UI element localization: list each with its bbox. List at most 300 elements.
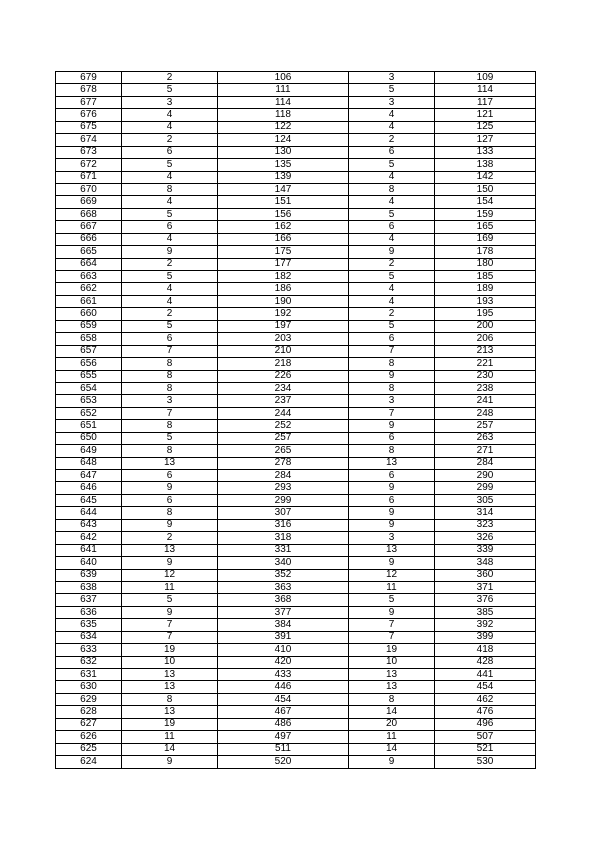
cumulative-count-b-cell: 257 <box>435 420 536 432</box>
score-cell: 659 <box>56 320 122 332</box>
cumulative-count-cell: 192 <box>218 308 349 320</box>
count-cell: 7 <box>122 619 218 631</box>
cumulative-count-b-cell: 189 <box>435 283 536 295</box>
count-cell: 4 <box>122 196 218 208</box>
count-cell: 5 <box>122 159 218 171</box>
cumulative-count-b-cell: 154 <box>435 196 536 208</box>
count-cell: 3 <box>122 96 218 108</box>
score-cell: 670 <box>56 183 122 195</box>
count-b-cell: 5 <box>349 594 435 606</box>
cumulative-count-cell: 467 <box>218 706 349 718</box>
cumulative-count-cell: 234 <box>218 382 349 394</box>
cumulative-count-cell: 122 <box>218 121 349 133</box>
count-cell: 9 <box>122 756 218 768</box>
cumulative-count-cell: 299 <box>218 494 349 506</box>
count-b-cell: 8 <box>349 693 435 705</box>
count-b-cell: 3 <box>349 395 435 407</box>
cumulative-count-cell: 118 <box>218 109 349 121</box>
count-cell: 6 <box>122 221 218 233</box>
count-cell: 2 <box>122 308 218 320</box>
count-b-cell: 8 <box>349 382 435 394</box>
cumulative-count-b-cell: 150 <box>435 183 536 195</box>
score-cell: 671 <box>56 171 122 183</box>
cumulative-count-cell: 318 <box>218 532 349 544</box>
table-row <box>56 159 536 171</box>
cumulative-count-cell: 377 <box>218 606 349 618</box>
cumulative-count-b-cell: 521 <box>435 743 536 755</box>
score-cell: 674 <box>56 134 122 146</box>
count-cell: 4 <box>122 283 218 295</box>
cumulative-count-cell: 257 <box>218 432 349 444</box>
score-table <box>55 71 536 769</box>
cumulative-count-cell: 166 <box>218 233 349 245</box>
cumulative-count-cell: 486 <box>218 718 349 730</box>
table-row <box>56 134 536 146</box>
count-cell: 13 <box>122 669 218 681</box>
cumulative-count-cell: 331 <box>218 544 349 556</box>
count-b-cell: 2 <box>349 258 435 270</box>
count-b-cell: 7 <box>349 407 435 419</box>
cumulative-count-b-cell: 109 <box>435 72 536 84</box>
count-b-cell: 5 <box>349 84 435 96</box>
score-cell: 649 <box>56 445 122 457</box>
score-cell: 624 <box>56 756 122 768</box>
count-b-cell: 3 <box>349 72 435 84</box>
count-cell: 9 <box>122 557 218 569</box>
score-cell: 648 <box>56 457 122 469</box>
table-row <box>56 619 536 631</box>
count-b-cell: 12 <box>349 569 435 581</box>
score-cell: 666 <box>56 233 122 245</box>
count-b-cell: 8 <box>349 445 435 457</box>
score-cell: 638 <box>56 581 122 593</box>
score-cell: 677 <box>56 96 122 108</box>
score-cell: 673 <box>56 146 122 158</box>
cumulative-count-b-cell: 185 <box>435 271 536 283</box>
score-cell: 631 <box>56 669 122 681</box>
score-cell: 656 <box>56 358 122 370</box>
score-cell: 660 <box>56 308 122 320</box>
cumulative-count-b-cell: 441 <box>435 669 536 681</box>
cumulative-count-b-cell: 399 <box>435 631 536 643</box>
count-b-cell: 6 <box>349 470 435 482</box>
table-row <box>56 557 536 569</box>
table-row <box>56 470 536 482</box>
table-row <box>56 693 536 705</box>
cumulative-count-b-cell: 200 <box>435 320 536 332</box>
count-cell: 9 <box>122 482 218 494</box>
count-b-cell: 2 <box>349 134 435 146</box>
count-b-cell: 7 <box>349 619 435 631</box>
cumulative-count-b-cell: 339 <box>435 544 536 556</box>
count-cell: 5 <box>122 271 218 283</box>
table-row <box>56 743 536 755</box>
count-cell: 4 <box>122 171 218 183</box>
cumulative-count-b-cell: 496 <box>435 718 536 730</box>
cumulative-count-cell: 162 <box>218 221 349 233</box>
cumulative-count-b-cell: 180 <box>435 258 536 270</box>
count-cell: 6 <box>122 470 218 482</box>
table-row <box>56 718 536 730</box>
cumulative-count-cell: 190 <box>218 295 349 307</box>
score-cell: 630 <box>56 681 122 693</box>
count-b-cell: 4 <box>349 196 435 208</box>
table-row <box>56 208 536 220</box>
cumulative-count-cell: 237 <box>218 395 349 407</box>
count-cell: 19 <box>122 718 218 730</box>
score-cell: 640 <box>56 557 122 569</box>
count-cell: 8 <box>122 382 218 394</box>
cumulative-count-b-cell: 138 <box>435 159 536 171</box>
score-cell: 626 <box>56 731 122 743</box>
cumulative-count-b-cell: 290 <box>435 470 536 482</box>
count-cell: 5 <box>122 208 218 220</box>
cumulative-count-b-cell: 263 <box>435 432 536 444</box>
score-cell: 650 <box>56 432 122 444</box>
score-cell: 672 <box>56 159 122 171</box>
score-cell: 661 <box>56 295 122 307</box>
cumulative-count-b-cell: 371 <box>435 581 536 593</box>
table-row <box>56 507 536 519</box>
cumulative-count-cell: 111 <box>218 84 349 96</box>
count-b-cell: 5 <box>349 320 435 332</box>
cumulative-count-cell: 130 <box>218 146 349 158</box>
cumulative-count-b-cell: 284 <box>435 457 536 469</box>
cumulative-count-b-cell: 454 <box>435 681 536 693</box>
cumulative-count-b-cell: 530 <box>435 756 536 768</box>
table-row <box>56 345 536 357</box>
count-b-cell: 9 <box>349 482 435 494</box>
cumulative-count-b-cell: 299 <box>435 482 536 494</box>
cumulative-count-b-cell: 127 <box>435 134 536 146</box>
count-cell: 4 <box>122 295 218 307</box>
count-cell: 8 <box>122 420 218 432</box>
cumulative-count-b-cell: 271 <box>435 445 536 457</box>
cumulative-count-b-cell: 241 <box>435 395 536 407</box>
count-cell: 8 <box>122 358 218 370</box>
score-cell: 641 <box>56 544 122 556</box>
score-cell: 647 <box>56 470 122 482</box>
score-cell: 667 <box>56 221 122 233</box>
count-cell: 14 <box>122 743 218 755</box>
cumulative-count-b-cell: 323 <box>435 519 536 531</box>
cumulative-count-cell: 420 <box>218 656 349 668</box>
count-cell: 9 <box>122 606 218 618</box>
count-b-cell: 5 <box>349 271 435 283</box>
count-b-cell: 9 <box>349 370 435 382</box>
table-row <box>56 606 536 618</box>
cumulative-count-b-cell: 169 <box>435 233 536 245</box>
count-cell: 19 <box>122 644 218 656</box>
cumulative-count-b-cell: 238 <box>435 382 536 394</box>
cumulative-count-cell: 265 <box>218 445 349 457</box>
cumulative-count-b-cell: 121 <box>435 109 536 121</box>
score-cell: 651 <box>56 420 122 432</box>
count-b-cell: 5 <box>349 159 435 171</box>
count-cell: 7 <box>122 407 218 419</box>
table-row <box>56 532 536 544</box>
count-b-cell: 2 <box>349 308 435 320</box>
score-cell: 664 <box>56 258 122 270</box>
score-cell: 645 <box>56 494 122 506</box>
score-cell: 634 <box>56 631 122 643</box>
table-row <box>56 221 536 233</box>
table-row <box>56 84 536 96</box>
count-b-cell: 4 <box>349 283 435 295</box>
count-cell: 11 <box>122 581 218 593</box>
score-cell: 657 <box>56 345 122 357</box>
table-row <box>56 271 536 283</box>
cumulative-count-cell: 139 <box>218 171 349 183</box>
count-b-cell: 4 <box>349 171 435 183</box>
count-b-cell: 9 <box>349 756 435 768</box>
cumulative-count-b-cell: 476 <box>435 706 536 718</box>
cumulative-count-b-cell: 195 <box>435 308 536 320</box>
count-cell: 13 <box>122 544 218 556</box>
cumulative-count-cell: 511 <box>218 743 349 755</box>
cumulative-count-cell: 175 <box>218 246 349 258</box>
count-b-cell: 13 <box>349 669 435 681</box>
cumulative-count-b-cell: 418 <box>435 644 536 656</box>
count-cell: 3 <box>122 395 218 407</box>
score-cell: 635 <box>56 619 122 631</box>
count-cell: 6 <box>122 146 218 158</box>
table-row <box>56 407 536 419</box>
cumulative-count-cell: 226 <box>218 370 349 382</box>
table-row <box>56 432 536 444</box>
cumulative-count-b-cell: 360 <box>435 569 536 581</box>
count-b-cell: 6 <box>349 333 435 345</box>
count-b-cell: 3 <box>349 532 435 544</box>
score-cell: 637 <box>56 594 122 606</box>
table-row <box>56 96 536 108</box>
count-cell: 13 <box>122 457 218 469</box>
cumulative-count-b-cell: 392 <box>435 619 536 631</box>
count-cell: 9 <box>122 246 218 258</box>
cumulative-count-cell: 252 <box>218 420 349 432</box>
score-cell: 665 <box>56 246 122 258</box>
table-row <box>56 146 536 158</box>
table-row <box>56 72 536 84</box>
cumulative-count-b-cell: 462 <box>435 693 536 705</box>
count-b-cell: 19 <box>349 644 435 656</box>
cumulative-count-cell: 352 <box>218 569 349 581</box>
table-row <box>56 681 536 693</box>
count-b-cell: 20 <box>349 718 435 730</box>
cumulative-count-b-cell: 213 <box>435 345 536 357</box>
cumulative-count-cell: 497 <box>218 731 349 743</box>
cumulative-count-b-cell: 206 <box>435 333 536 345</box>
cumulative-count-cell: 124 <box>218 134 349 146</box>
cumulative-count-cell: 210 <box>218 345 349 357</box>
table-row <box>56 196 536 208</box>
table-row <box>56 482 536 494</box>
score-cell: 636 <box>56 606 122 618</box>
score-cell: 644 <box>56 507 122 519</box>
count-b-cell: 9 <box>349 606 435 618</box>
table-row <box>56 233 536 245</box>
score-cell: 662 <box>56 283 122 295</box>
count-b-cell: 9 <box>349 557 435 569</box>
count-b-cell: 9 <box>349 246 435 258</box>
table-row <box>56 183 536 195</box>
cumulative-count-b-cell: 326 <box>435 532 536 544</box>
cumulative-count-b-cell: 385 <box>435 606 536 618</box>
table-row <box>56 494 536 506</box>
cumulative-count-b-cell: 314 <box>435 507 536 519</box>
score-cell: 663 <box>56 271 122 283</box>
cumulative-count-cell: 410 <box>218 644 349 656</box>
count-b-cell: 9 <box>349 420 435 432</box>
count-cell: 6 <box>122 494 218 506</box>
table-row <box>56 308 536 320</box>
score-cell: 642 <box>56 532 122 544</box>
cumulative-count-cell: 151 <box>218 196 349 208</box>
score-cell: 643 <box>56 519 122 531</box>
count-b-cell: 9 <box>349 507 435 519</box>
score-cell: 669 <box>56 196 122 208</box>
count-b-cell: 6 <box>349 146 435 158</box>
cumulative-count-b-cell: 142 <box>435 171 536 183</box>
score-cell: 627 <box>56 718 122 730</box>
cumulative-count-b-cell: 305 <box>435 494 536 506</box>
table-row <box>56 246 536 258</box>
cumulative-count-cell: 454 <box>218 693 349 705</box>
table-row <box>56 656 536 668</box>
score-cell: 646 <box>56 482 122 494</box>
count-cell: 13 <box>122 706 218 718</box>
count-b-cell: 4 <box>349 121 435 133</box>
count-b-cell: 6 <box>349 432 435 444</box>
cumulative-count-b-cell: 114 <box>435 84 536 96</box>
score-cell: 653 <box>56 395 122 407</box>
table-row <box>56 544 536 556</box>
count-cell: 6 <box>122 333 218 345</box>
cumulative-count-cell: 278 <box>218 457 349 469</box>
cumulative-count-cell: 284 <box>218 470 349 482</box>
table-row <box>56 669 536 681</box>
cumulative-count-b-cell: 125 <box>435 121 536 133</box>
count-cell: 2 <box>122 258 218 270</box>
count-b-cell: 14 <box>349 706 435 718</box>
cumulative-count-cell: 177 <box>218 258 349 270</box>
table-row <box>56 420 536 432</box>
cumulative-count-cell: 384 <box>218 619 349 631</box>
count-cell: 5 <box>122 320 218 332</box>
count-b-cell: 13 <box>349 457 435 469</box>
table-row <box>56 320 536 332</box>
count-b-cell: 7 <box>349 345 435 357</box>
count-b-cell: 13 <box>349 681 435 693</box>
cumulative-count-b-cell: 376 <box>435 594 536 606</box>
table-row <box>56 594 536 606</box>
cumulative-count-b-cell: 248 <box>435 407 536 419</box>
count-b-cell: 8 <box>349 183 435 195</box>
table-row <box>56 706 536 718</box>
table-row <box>56 171 536 183</box>
cumulative-count-cell: 182 <box>218 271 349 283</box>
score-cell: 658 <box>56 333 122 345</box>
count-b-cell: 14 <box>349 743 435 755</box>
score-cell: 654 <box>56 382 122 394</box>
score-cell: 655 <box>56 370 122 382</box>
score-cell: 652 <box>56 407 122 419</box>
score-table-body <box>56 72 536 769</box>
table-row <box>56 644 536 656</box>
cumulative-count-cell: 197 <box>218 320 349 332</box>
cumulative-count-cell: 340 <box>218 557 349 569</box>
count-b-cell: 4 <box>349 109 435 121</box>
count-b-cell: 8 <box>349 358 435 370</box>
table-row <box>56 445 536 457</box>
cumulative-count-cell: 114 <box>218 96 349 108</box>
count-cell: 13 <box>122 681 218 693</box>
count-cell: 4 <box>122 109 218 121</box>
count-cell: 8 <box>122 693 218 705</box>
count-cell: 2 <box>122 134 218 146</box>
count-cell: 5 <box>122 594 218 606</box>
count-cell: 4 <box>122 121 218 133</box>
table-row <box>56 569 536 581</box>
cumulative-count-b-cell: 348 <box>435 557 536 569</box>
score-cell: 628 <box>56 706 122 718</box>
count-b-cell: 3 <box>349 96 435 108</box>
cumulative-count-cell: 147 <box>218 183 349 195</box>
table-row <box>56 258 536 270</box>
table-row <box>56 109 536 121</box>
cumulative-count-b-cell: 178 <box>435 246 536 258</box>
table-row <box>56 631 536 643</box>
cumulative-count-cell: 106 <box>218 72 349 84</box>
cumulative-count-cell: 520 <box>218 756 349 768</box>
table-row <box>56 333 536 345</box>
score-cell: 668 <box>56 208 122 220</box>
table-row <box>56 519 536 531</box>
count-cell: 7 <box>122 631 218 643</box>
cumulative-count-cell: 446 <box>218 681 349 693</box>
count-cell: 5 <box>122 84 218 96</box>
count-cell: 2 <box>122 72 218 84</box>
cumulative-count-cell: 135 <box>218 159 349 171</box>
cumulative-count-cell: 244 <box>218 407 349 419</box>
score-cell: 676 <box>56 109 122 121</box>
cumulative-count-cell: 293 <box>218 482 349 494</box>
cumulative-count-b-cell: 428 <box>435 656 536 668</box>
count-b-cell: 5 <box>349 208 435 220</box>
count-cell: 12 <box>122 569 218 581</box>
count-b-cell: 4 <box>349 295 435 307</box>
count-b-cell: 6 <box>349 221 435 233</box>
count-cell: 2 <box>122 532 218 544</box>
count-b-cell: 6 <box>349 494 435 506</box>
cumulative-count-cell: 156 <box>218 208 349 220</box>
score-cell: 675 <box>56 121 122 133</box>
cumulative-count-b-cell: 165 <box>435 221 536 233</box>
score-cell: 679 <box>56 72 122 84</box>
cumulative-count-cell: 203 <box>218 333 349 345</box>
table-row <box>56 370 536 382</box>
score-cell: 632 <box>56 656 122 668</box>
cumulative-count-cell: 433 <box>218 669 349 681</box>
table-row <box>56 395 536 407</box>
cumulative-count-b-cell: 117 <box>435 96 536 108</box>
score-cell: 639 <box>56 569 122 581</box>
score-cell: 678 <box>56 84 122 96</box>
cumulative-count-b-cell: 507 <box>435 731 536 743</box>
table-row <box>56 295 536 307</box>
count-b-cell: 11 <box>349 581 435 593</box>
count-cell: 7 <box>122 345 218 357</box>
